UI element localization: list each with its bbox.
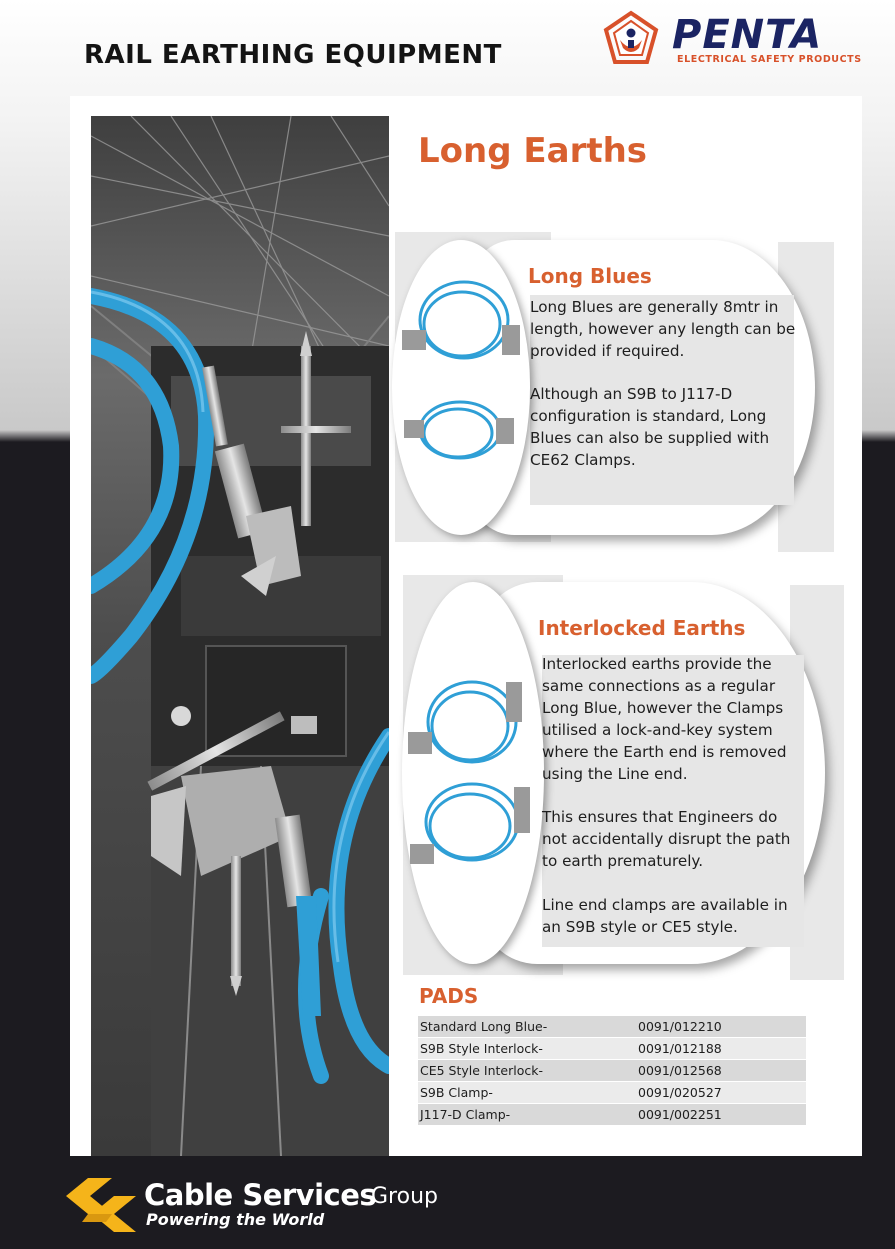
interlocked-earths-title: Interlocked Earths bbox=[538, 616, 746, 640]
pads-item-code: 0091/012568 bbox=[638, 1063, 722, 1078]
footer-company-name: Cable Services bbox=[144, 1178, 377, 1212]
pads-row bbox=[418, 1038, 806, 1059]
pads-item-name: S9B Style Interlock- bbox=[420, 1041, 543, 1056]
pads-item-code: 0091/002251 bbox=[638, 1107, 722, 1122]
penta-logo bbox=[602, 10, 862, 70]
chevron-logo-icon bbox=[66, 1178, 138, 1234]
pads-row bbox=[418, 1082, 806, 1103]
long-blues-title: Long Blues bbox=[528, 264, 652, 288]
page-title: Long Earths bbox=[418, 131, 648, 171]
long-blues-paragraph-1: Long Blues are generally 8mtr in length, however any length can be provided if required. bbox=[530, 298, 796, 360]
long-blues-paragraph-2: Although an S9B to J117-D configuration is standard, Long Blues can also be supplied with CE62 Clamps. bbox=[530, 385, 770, 469]
interlocked-paragraph-3: Line end clamps are available in an S9B style or CE5 style. bbox=[542, 896, 788, 936]
penta-tagline: ELECTRICAL SAFETY PRODUCTS bbox=[677, 54, 862, 65]
pads-item-name: J117-D Clamp- bbox=[420, 1107, 511, 1122]
pads-item-name: Standard Long Blue- bbox=[420, 1019, 548, 1034]
pads-item-code: 0091/012210 bbox=[638, 1019, 722, 1034]
pads-row bbox=[418, 1060, 806, 1081]
cable-services-logo bbox=[66, 1176, 486, 1236]
footer-tagline: Powering the World bbox=[146, 1210, 325, 1229]
interlocked-cable-image bbox=[402, 582, 544, 964]
penta-wordmark: PENTA bbox=[672, 12, 823, 58]
interlocked-paragraph-1: Interlocked earths provide the same connections as a regular Long Blue, however the Clamps utilised a lock-and-key system where the Earth end is removed using the Line end. bbox=[542, 655, 787, 783]
pads-item-name: CE5 Style Interlock- bbox=[420, 1063, 544, 1078]
page-header-title: RAIL EARTHING EQUIPMENT bbox=[84, 40, 502, 70]
pads-row bbox=[418, 1016, 806, 1037]
penta-pentagon-icon bbox=[602, 10, 660, 66]
pads-item-code: 0091/012188 bbox=[638, 1041, 722, 1056]
pads-table bbox=[418, 1016, 806, 1126]
rail-photo bbox=[91, 116, 389, 1156]
rail-earthing-photo-illustration bbox=[91, 116, 389, 1156]
interlocked-paragraph-2: This ensures that Engineers do not accidentally disrupt the path to earth prematurely. bbox=[542, 808, 791, 870]
pads-item-name: S9B Clamp- bbox=[420, 1085, 493, 1100]
pads-item-code: 0091/020527 bbox=[638, 1085, 722, 1100]
pads-row bbox=[418, 1104, 806, 1125]
interlocked-image-oval bbox=[402, 582, 544, 964]
long-blue-cable-image bbox=[392, 240, 530, 535]
pads-title: PADS bbox=[419, 984, 479, 1008]
long-blues-image-oval bbox=[392, 240, 530, 535]
footer-group-label: Group bbox=[371, 1184, 438, 1209]
